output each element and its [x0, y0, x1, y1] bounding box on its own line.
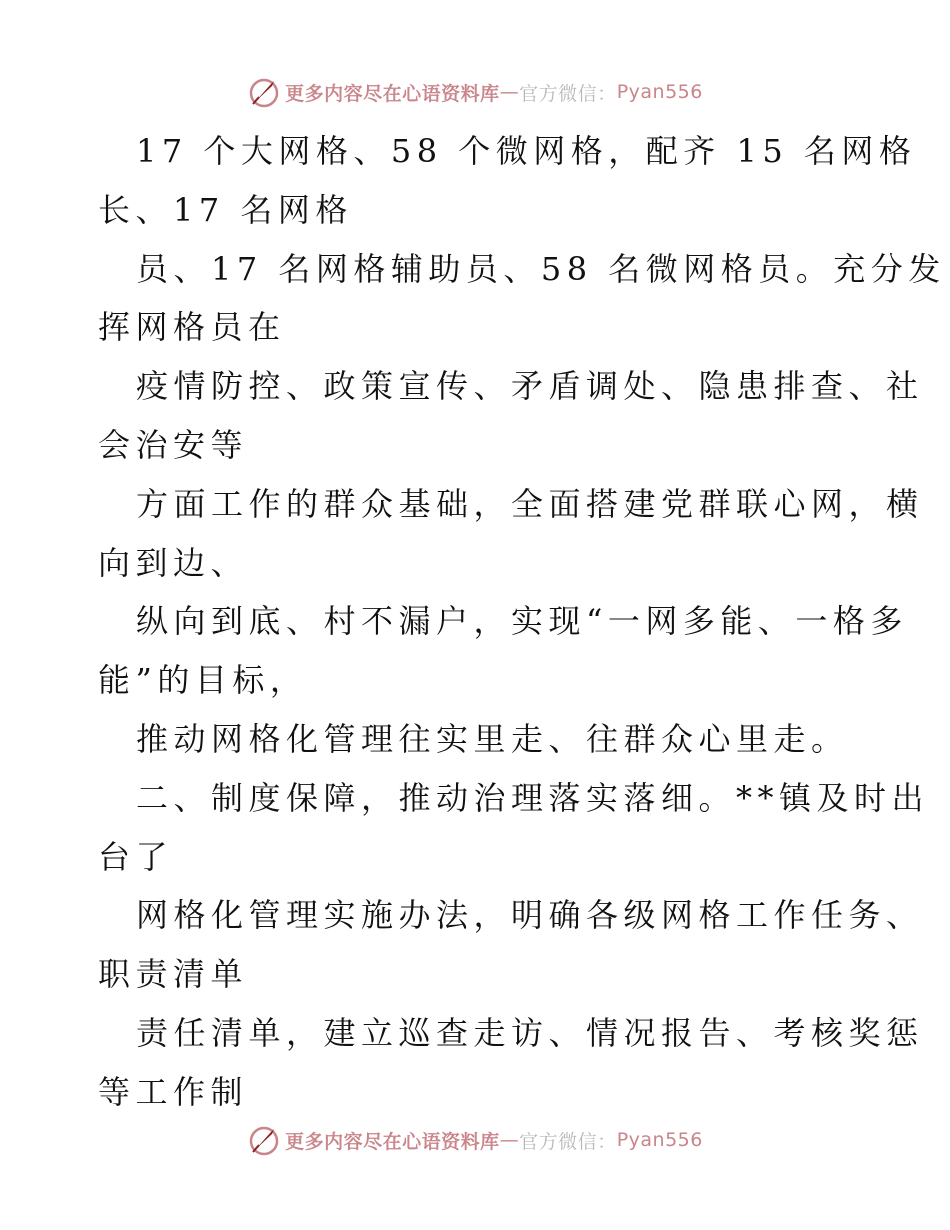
text-line: 挥网格员在	[98, 308, 286, 347]
header-watermark	[0, 72, 950, 112]
text-line: 职责清单	[98, 955, 249, 994]
text-line: 员、17 名网格辅助员、58 名微网格员。充分发	[136, 249, 946, 288]
watermark-brand: 更多内容尽在心语资料库	[285, 82, 500, 105]
footer-watermark	[0, 1120, 950, 1160]
quill-logo-icon	[247, 1123, 281, 1157]
text-line: 长、17 名网格	[98, 190, 353, 229]
text-line: 推动网格化管理往实里走、往群众心里走。	[136, 719, 849, 758]
watermark-wechat-id: Pyan556	[616, 1129, 703, 1151]
watermark-dash: —	[499, 81, 520, 103]
text-line: 二、制度保障，推动治理落实落细。**镇及时出	[136, 778, 930, 817]
quill-logo-icon	[247, 75, 281, 109]
text-line: 疫情防控、政策宣传、矛盾调处、隐患排查、社	[136, 367, 924, 406]
text-line: 会治安等	[98, 425, 249, 464]
watermark-label: 官方微信：	[519, 82, 617, 105]
text-line: 台了	[98, 837, 174, 876]
watermark-wechat-id: Pyan556	[616, 81, 703, 103]
text-line: 能”的目标，	[98, 661, 308, 700]
text-line: 责任清单，建立巡查走访、情况报告、考核奖惩	[136, 1013, 924, 1052]
text-line: 网格化管理实施办法，明确各级网格工作任务、	[136, 896, 924, 935]
text-line: 方面工作的群众基础，全面搭建党群联心网，横	[136, 484, 924, 523]
text-line: 17 个大网格、58 个微网格，配齐 15 名网格	[136, 132, 917, 170]
watermark-label: 官方微信：	[519, 1130, 617, 1153]
text-line: 纵向到底、村不漏户，实现“一网多能、一格多	[136, 602, 908, 641]
text-line: 等工作制	[98, 1072, 249, 1111]
text-line: 向到边、	[98, 543, 249, 582]
document-body	[98, 122, 946, 1122]
watermark-dash: —	[499, 1129, 520, 1151]
watermark-brand: 更多内容尽在心语资料库	[285, 1130, 500, 1153]
